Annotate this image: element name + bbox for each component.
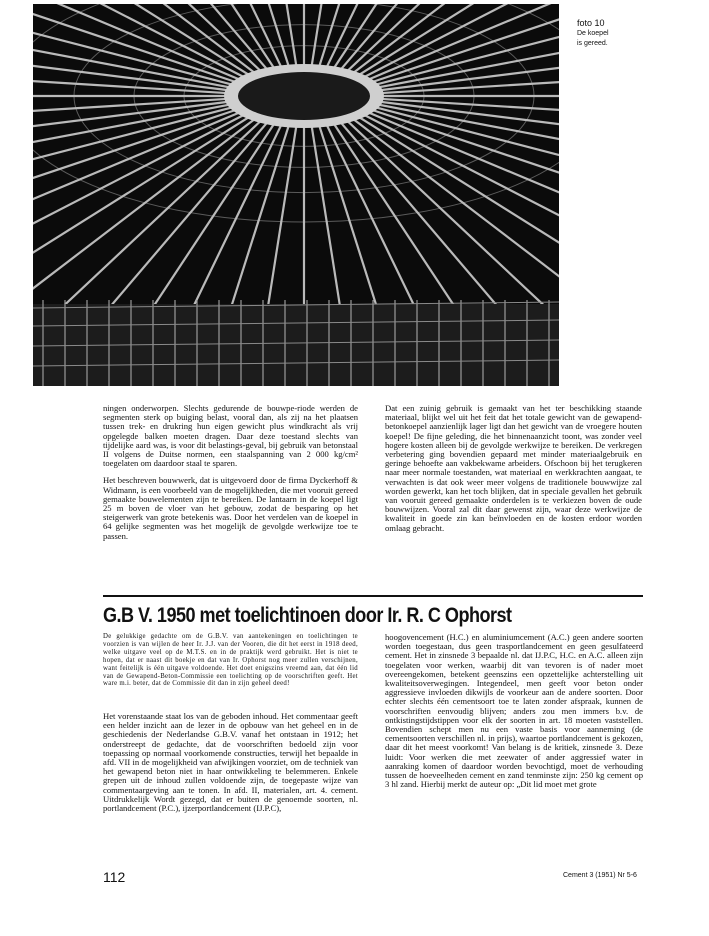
review-left-column — [103, 712, 358, 821]
paragraph: hoogovencement (H.C.) en aluminiumcement (A.C.) geen andere soorten worden toegestaan, dus geen trasportlandcement en geen gesulfateerd cement. Het in zinsnede 3 bepaalde nl. dat IJ.P.C, H.C. en A.C. alleen zijn toegelaten voor werken, waarbij dit van tevoren is of nader moet overeengekomen, betekent geenszins een opzettelijke achterstelling uit kwaliteitsoverwegingen. Integendeel, men geeft voor beton onder aggressieve invloeden dikwijls de voorkeur aan de andere soorten. Door echter slechts één cementsoort toe te laten zonder afspraak, kunnen de voorschriften eenvoudig blijven; anders zou men immers b.v. de ontkistingstijdstippen voor elk der soorten in art. 18 moeten vaststellen. Bovendien schept men nu een vaste basis voor aanneming (de cementsoorten verschillen nl. in prijs), waartoe portlandcement is gekozen, daar dit het meest voorkomt! Van belang is de kritiek, zinsnede 3. Deze luidt: Voor werken die met zeewater of ander aggressief water in aanraking komen of daardoor worden bevochtigd, moet de verhouding tussen de hoeveelheden cement en zand tenminste zijn: 250 kg cement op 3 hl zand. Hierbij merkt de auteur op: „Dit lid moet met grote — [385, 632, 643, 790]
paragraph: Het beschreven bouwwerk, dat is uitgevoerd door de firma Dyckerhoff & Widmann, is een voorbeeld van de mogelijkheden, die met vooruit gereed gemaakte bouwelementen zijn te bereiken. De lantaarn in de koepel ligt 25 m boven de vloer van het gebouw, zodat de besparing op het steigerwerk van grote betekenis was. Door het verdelen van de koepel in 64 gelijke segmenten was het mogelijk de gevolgde werkwijze toe te passen. — [103, 475, 358, 541]
article-top-left-column — [103, 404, 358, 549]
caption-line-1: De koepel — [577, 30, 609, 37]
review-intro-note: De gelukkige gedachte om de G.B.V. van aantekeningen en toelichtingen te voorzien is van wijlen de heer Ir. J.J. van der Vooren, die dit het eerst in 1918 deed, welke uitgave veel op de M.T.S. en in de praktijk werd gebruikt. Het is niet te hopen, dat er naast dit boekje en dat van Ir. Ophorst nog meer zullen verschijnen, want feitelijk is één uitgave voldoende. Het doet enigszins vreemd aan, dat één lid van de Gewapend-Beton-Commissie een toelichting op de voorschriften geeft. Het ware m.i. beter, dat de Commissie dit dan in zijn geheel deed! — [103, 633, 358, 688]
dome-construction-photo — [33, 4, 559, 386]
caption-number: foto 10 — [577, 18, 605, 28]
lantern-opening — [238, 72, 370, 120]
paragraph: Het vorenstaande staat los van de geboden inhoud. Het commentaar geeft een helder inzicht aan de lezer in de opbouw van het geheel en in de geschiedenis der Nederlandse G.B.V. vanaf het ontstaan in 1912; het onderstreept de gedachte, dat de voorschriften bedoeld zijn voor toepassing op normaal voorkomende constructies, terwijl het bepaalde in afd. VII in de mogelijkheid van afwijkingen voorziet, om de techniek van het gewapend beton niet in haar ontwikkeling te belemmeren. Enkele grepen uit de inhoud zullen voldoende zijn, de toegepaste wijze van commentaargeving aan te tonen. In afd. II, materialen, art. 4. cement. Uitdrukkelijk Wordt gezegd, dat er buiten de genoemde soorten, nl. portlandcement (P.C.), ijzerportlandcement (IJ.P.C), — [103, 711, 358, 814]
journal-reference: Cement 3 (1951) Nr 5-6 — [563, 872, 637, 879]
review-headline: G.B V. 1950 met toelichtinoen door Ir. R. C Ophorst — [103, 604, 512, 627]
dome-photo-drawing — [33, 4, 559, 386]
paragraph: ningen onderworpen. Slechts gedurende de bouwpe-riode werden de segmenten sterk op buiging belast, vooral dan, als zij na het plaatsen tussen trek- en drukring hun eigen gewicht plus windkracht als vrij opgelegde balken moeten dragen. Daar deze toestand slechts van tijdelijke aard was, is voor dit belastings-geval, bij gebruik van betonstaal II volgens de Duitse normen, een staalspanning van 2 000 kg/cm² toegelaten om daardoor staal te sparen. — [103, 403, 358, 469]
article-top-right-column — [385, 404, 642, 541]
caption-line-2: is gereed. — [577, 40, 608, 47]
review-right-column — [385, 633, 643, 797]
page-number: 112 — [103, 869, 126, 885]
paragraph: Dat een zuinig gebruik is gemaakt van het ter beschikking staande materiaal, blijkt wel uit het feit dat het totale gewicht van de gewapend-betonkoepel aanzienlijk lager ligt dan het gewicht van de vroegere houten koepel! De fijne geleding, die het binnenaanzicht toont, was zonder veel hogere kosten alleen bij de gevolgde werkwijze te bereiken. De verkregen verbetering ging bovendien gepaard met minder materiaalgebruik en geringe behoefte aan vakbekwame arbeiders. Ofschoon bij het terugkeren naar meer normale toestanden, wat materiaal en werkkrachten aangaat, te verwachten is dat ook weer meer volgens de traditionele bouwwijze zal worden gewerkt, kan het toch blijken, dat in speciale gevallen het gebruik van vooruit gereed gemaakte onderdelen is te verkiezen boven de oude bouwwijzen. Vooral zal dit daar gewenst zijn, waar deze werkwijze de kwaliteit in goede zin kan beïnvloeden en de kosten erdoor worden omlaag gebracht. — [385, 403, 642, 533]
section-divider — [103, 595, 643, 597]
photo-caption — [577, 18, 687, 49]
